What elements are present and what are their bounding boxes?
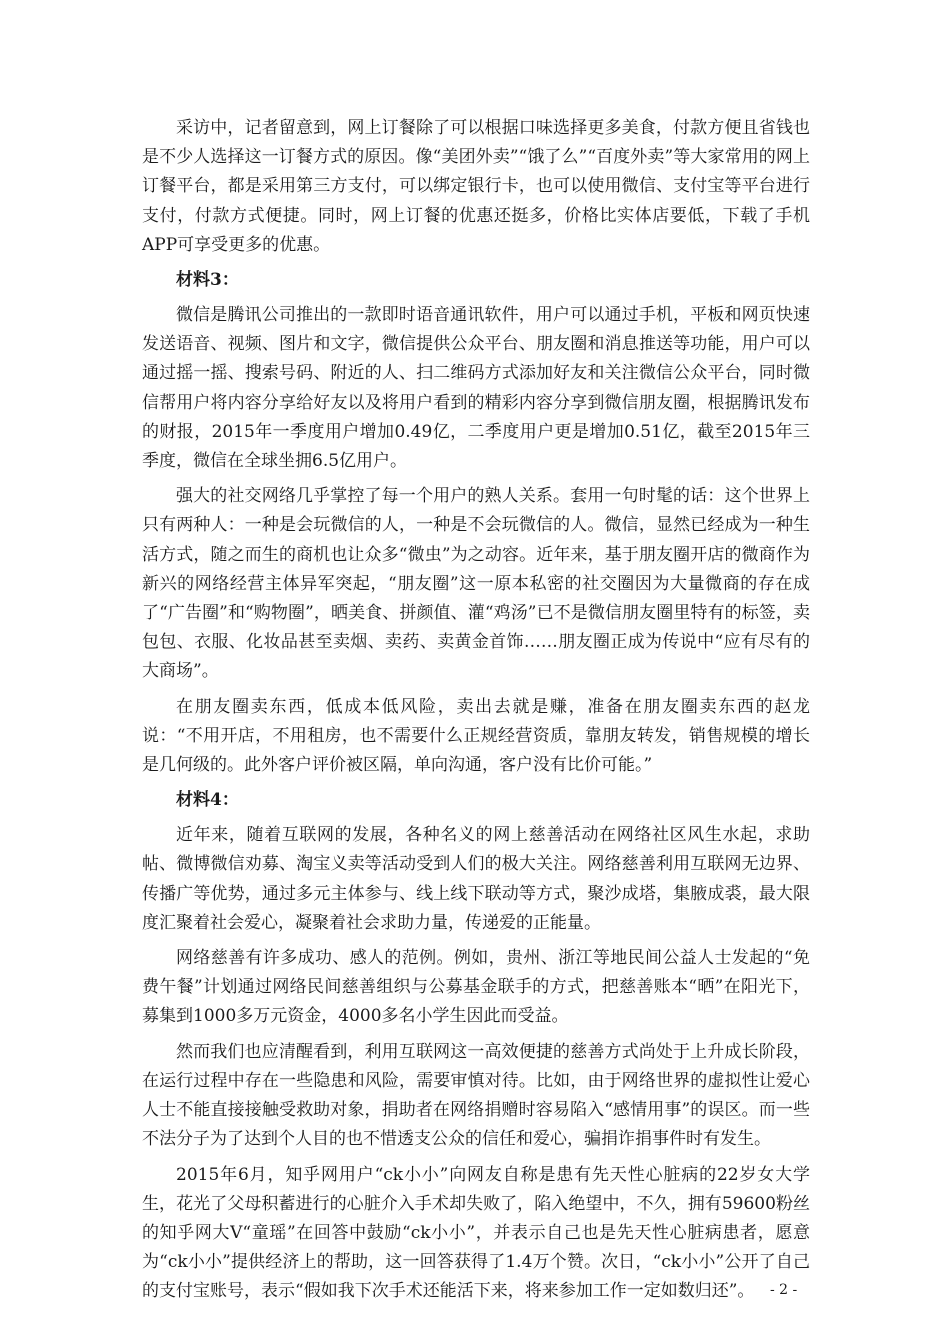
paragraph: 2015年6月，知乎网用户“ck小小”向网友自称是患有先天性心脏病的22岁女大学生，花光了父母积蓄进行的心脏介入手术却失败了，陷入绝望中，不久，拥有59600粉丝的知乎网大V“童瑶”在回答中鼓励“ck小小”，并表示自己也是先天性心脏病患者，愿意为“ck小小”提供经济上的帮助，这一回答获得了1.4万个赞。次日，“ck小小”公开了自己的支付宝账号，表示“假如我下次手术还能活下来，将来参加工作一定如数归还”。: [142, 1164, 810, 1302]
paragraph: 微信是腾讯公司推出的一款即时语音通讯软件，用户可以通过手机，平板和网页快速发送语音、视频、图片和文字，微信提供公众平台、朋友圈和消息推送等功能，用户可以通过摇一摇、搜索号码、附近的人、扫二维码方式添加好友和关注微信公众平台，同时微信帮用户将内容分享给好友以及将用户看到的精彩内容分享到微信朋友圈，根据腾讯发布的财报，2015年一季度用户增加0.49亿，二季度用户更是增加0.51亿，截至2015年三季度，微信在全球坐拥6.5亿用户。: [142, 305, 810, 472]
paragraph: 强大的社交网络几乎掌控了每一个用户的熟人关系。套用一句时髦的话：这个世界上只有两种人：一种是会玩微信的人，一种是不会玩微信的人。微信，显然已经成为一种生活方式，随之而生的商机也让众多“微虫”为之动容。近年来，基于朋友圈开店的微商作为新兴的网络经营主体异军突起，“朋友圈”这一原本私密的社交圈因为大量微商的存在成了“广告圈”和“购物圈”，晒美食、拼颜值、灌“鸡汤”已不是微信朋友圈里特有的标签，卖包包、衣服、化妆品甚至卖烟、卖药、卖黄金首饰……朋友圈正成为传说中“应有尽有的大商场”。: [142, 486, 810, 682]
paragraph: 近年来，随着互联网的发展，各种名义的网上慈善活动在网络社区风生水起，求助帖、微博微信劝募、淘宝义卖等活动受到人们的极大关注。网络慈善利用互联网无边界、传播广等优势，通过多元主体参与、线上线下联动等方式，聚沙成塔，集腋成裘，最大限度汇聚着社会爱心，凝聚着社会求助力量，传递爱的正能量。: [142, 825, 810, 933]
section-heading: 材料3：: [176, 270, 239, 291]
paragraph: 采访中，记者留意到，网上订餐除了可以根据口味选择更多美食，付款方便且省钱也是不少人选择这一订餐方式的原因。像“美团外卖”“饿了么”“百度外卖”等大家常用的网上订餐平台，都是采用第三方支付，可以绑定银行卡，也可以使用微信、支付宝等平台进行支付，付款方式便捷。同时，网上订餐的优惠还挺多，价格比实体店要低，下载了手机APP可享受更多的优惠。: [142, 118, 810, 255]
page-number: - 2 -: [770, 1282, 798, 1298]
paragraph: 然而我们也应清醒看到，利用互联网这一高效便捷的慈善方式尚处于上升成长阶段，在运行过程中存在一些隐患和风险，需要审慎对待。比如，由于网络世界的虚拟性让爱心人士不能直接接触受救助对象，捐助者在网络捐赠时容易陷入“感情用事”的误区。而一些不法分子为了达到个人目的也不惜透支公众的信任和爱心，骗捐诈捐事件时有发生。: [142, 1041, 810, 1150]
paragraph: 网络慈善有许多成功、感人的范例。例如，贵州、浙江等地民间公益人士发起的“免费午餐”计划通过网络民间慈善组织与公募基金联手的方式，把慈善账本“晒”在阳光下，募集到1000多万元资金，4000多名小学生因此而受益。: [142, 948, 810, 1027]
paragraph: 在朋友圈卖东西，低成本低风险，卖出去就是赚，准备在朋友圈卖东西的赵龙说：“不用开店，不用租房，也不需要什么正规经营资质，靠朋友转发，销售规模的增长是几何级的。此外客户评价被区隔，单向沟通，客户没有比价可能。”: [142, 696, 810, 776]
document-body: [142, 114, 810, 1313]
section-heading: 材料4：: [176, 790, 239, 811]
